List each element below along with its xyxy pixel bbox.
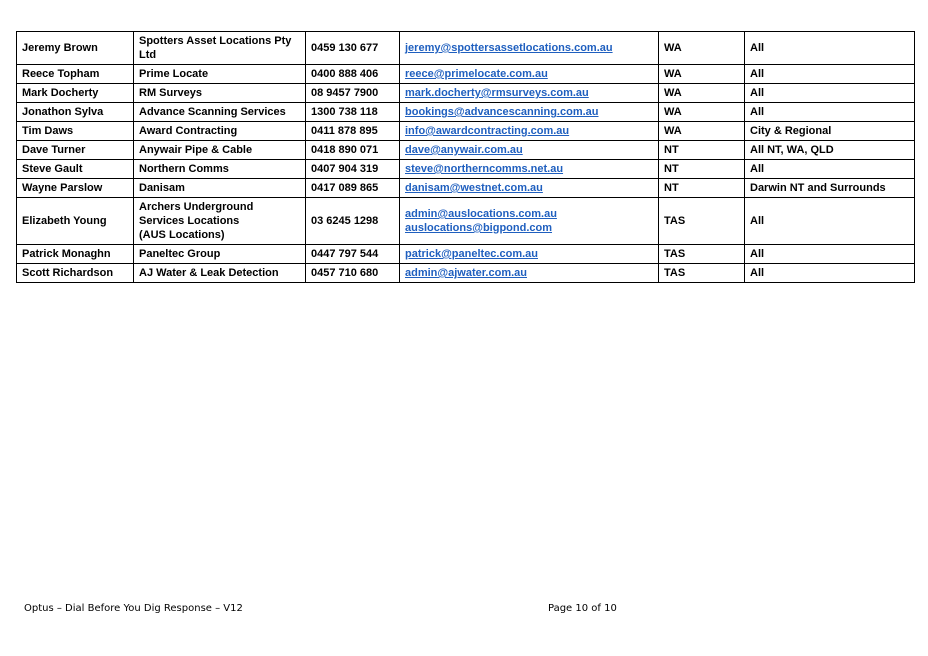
phone-number: 0400 888 406 [311, 68, 379, 80]
company-name: RM Surveys [139, 87, 202, 99]
email-link[interactable]: dave@anywair.com.au [405, 144, 523, 156]
phone-cell [306, 245, 400, 264]
service-area: All [750, 68, 765, 80]
company-cell [134, 103, 306, 122]
email-link[interactable]: jeremy@spottersassetlocations.com.au [405, 42, 613, 54]
service-area: All [750, 267, 765, 279]
email-cell [400, 179, 659, 198]
footer-page-number: Page 10 of 10 [548, 603, 617, 614]
contact-name: Reece Topham [22, 68, 100, 80]
service-area-cell [745, 264, 915, 283]
phone-number: 08 9457 7900 [311, 87, 379, 99]
email-cell [400, 160, 659, 179]
contact-name-cell [17, 160, 134, 179]
email-cell [400, 264, 659, 283]
phone-number: 0411 878 895 [311, 125, 378, 137]
contact-name-cell [17, 32, 134, 65]
phone-cell [306, 65, 400, 84]
table-row [17, 84, 915, 103]
company-name: Award Contracting [139, 125, 238, 137]
table-row [17, 160, 915, 179]
service-area-cell [745, 32, 915, 65]
phone-number: 0418 890 071 [311, 144, 379, 156]
company-name: Anywair Pipe & Cable [139, 144, 253, 156]
contact-name: Jeremy Brown [22, 42, 98, 54]
service-area-cell [745, 179, 915, 198]
service-area-cell [745, 103, 915, 122]
state-cell [659, 122, 745, 141]
email-cell [400, 245, 659, 264]
table-row [17, 198, 915, 245]
email-cell [400, 65, 659, 84]
service-area-cell [745, 84, 915, 103]
phone-cell [306, 160, 400, 179]
phone-cell [306, 32, 400, 65]
contact-name: Elizabeth Young [22, 215, 107, 227]
state-code: NT [664, 144, 679, 156]
email-cell [400, 198, 659, 245]
contact-name-cell [17, 141, 134, 160]
company-cell [134, 198, 306, 245]
company-cell [134, 245, 306, 264]
company-cell [134, 122, 306, 141]
service-area-cell [745, 245, 915, 264]
state-code: WA [664, 106, 682, 118]
service-area-cell [745, 122, 915, 141]
company-name: Paneltec Group [139, 248, 221, 260]
phone-number: 0459 130 677 [311, 42, 379, 54]
state-cell [659, 179, 745, 198]
contact-name-cell [17, 245, 134, 264]
service-area-cell [745, 160, 915, 179]
company-cell [134, 32, 306, 65]
table-row [17, 141, 915, 160]
contact-name: Steve Gault [22, 163, 83, 175]
company-cell [134, 179, 306, 198]
company-name: Northern Comms [139, 163, 229, 175]
email-cell [400, 32, 659, 65]
email-link[interactable]: admin@auslocations.com.au [405, 208, 557, 220]
state-cell [659, 160, 745, 179]
email-link[interactable]: info@awardcontracting.com.au [405, 125, 570, 137]
email-link[interactable]: mark.docherty@rmsurveys.com.au [405, 87, 589, 99]
service-area: All [750, 87, 765, 99]
service-area-cell [745, 141, 915, 160]
contact-name-cell [17, 122, 134, 141]
company-name: (AUS Locations) [139, 229, 225, 241]
contact-name-cell [17, 264, 134, 283]
phone-cell [306, 264, 400, 283]
table-row [17, 245, 915, 264]
company-cell [134, 264, 306, 283]
phone-cell [306, 122, 400, 141]
state-code: WA [664, 125, 682, 137]
state-cell [659, 84, 745, 103]
email-link[interactable]: bookings@advancescanning.com.au [405, 106, 599, 118]
phone-cell [306, 198, 400, 245]
company-name: Archers Underground Services Locations [139, 201, 254, 227]
state-code: TAS [664, 267, 686, 279]
state-cell [659, 141, 745, 160]
state-code: NT [664, 163, 679, 175]
phone-cell [306, 179, 400, 198]
service-area: City & Regional [750, 125, 832, 137]
service-area: Darwin NT and Surrounds [750, 182, 886, 194]
company-name: Danisam [139, 182, 185, 194]
state-cell [659, 198, 745, 245]
phone-number: 0407 904 319 [311, 163, 379, 175]
table-row [17, 32, 915, 65]
state-cell [659, 32, 745, 65]
contact-name: Tim Daws [22, 125, 74, 137]
company-cell [134, 160, 306, 179]
contact-name-cell [17, 198, 134, 245]
contact-name-cell [17, 84, 134, 103]
contact-name: Dave Turner [22, 144, 86, 156]
email-link[interactable]: reece@primelocate.com.au [405, 68, 548, 80]
contact-name: Scott Richardson [22, 267, 114, 279]
phone-number: 0457 710 680 [311, 267, 379, 279]
state-code: WA [664, 87, 682, 99]
email-cell [400, 84, 659, 103]
company-name: Prime Locate [139, 68, 209, 80]
contact-name: Mark Docherty [22, 87, 99, 99]
email-cell [400, 103, 659, 122]
service-area: All NT, WA, QLD [750, 144, 834, 156]
state-code: TAS [664, 248, 686, 260]
footer-document-title: Optus – Dial Before You Dig Response – V12 [24, 603, 243, 614]
phone-cell [306, 141, 400, 160]
contact-name: Wayne Parslow [22, 182, 103, 194]
email-cell [400, 141, 659, 160]
phone-number: 0417 089 865 [311, 182, 379, 194]
contact-name: Patrick Monaghn [22, 248, 111, 260]
email-link[interactable]: steve@northerncomms.net.au [405, 163, 564, 175]
service-area: All [750, 106, 765, 118]
state-code: WA [664, 68, 682, 80]
company-name: Spotters Asset Locations Pty Ltd [139, 35, 292, 61]
phone-number: 03 6245 1298 [311, 215, 379, 227]
contact-name-cell [17, 179, 134, 198]
state-code: TAS [664, 215, 686, 227]
phone-number: 1300 738 118 [311, 106, 378, 118]
email-link[interactable]: auslocations@bigpond.com [405, 222, 553, 234]
state-cell [659, 264, 745, 283]
company-cell [134, 141, 306, 160]
phone-cell [306, 103, 400, 122]
contact-name: Jonathon Sylva [22, 106, 104, 118]
table-row [17, 65, 915, 84]
contact-name-cell [17, 103, 134, 122]
company-name: Advance Scanning Services [139, 106, 286, 118]
service-area: All [750, 163, 765, 175]
company-name: AJ Water & Leak Detection [139, 267, 279, 279]
service-area: All [750, 248, 765, 260]
table-row [17, 122, 915, 141]
state-code: NT [664, 182, 679, 194]
table-row [17, 264, 915, 283]
contractor-table [16, 31, 915, 283]
email-link[interactable]: patrick@paneltec.com.au [405, 248, 538, 260]
state-code: WA [664, 42, 682, 54]
email-link[interactable]: danisam@westnet.com.au [405, 182, 543, 194]
table-row [17, 179, 915, 198]
service-area: All [750, 215, 765, 227]
company-cell [134, 65, 306, 84]
state-cell [659, 245, 745, 264]
email-link[interactable]: admin@ajwater.com.au [405, 267, 527, 279]
company-cell [134, 84, 306, 103]
state-cell [659, 65, 745, 84]
state-cell [659, 103, 745, 122]
email-cell [400, 122, 659, 141]
service-area-cell [745, 65, 915, 84]
phone-cell [306, 84, 400, 103]
service-area: All [750, 42, 765, 54]
contact-name-cell [17, 65, 134, 84]
contractor-table-body [17, 32, 915, 283]
table-row [17, 103, 915, 122]
service-area-cell [745, 198, 915, 245]
phone-number: 0447 797 544 [311, 248, 379, 260]
